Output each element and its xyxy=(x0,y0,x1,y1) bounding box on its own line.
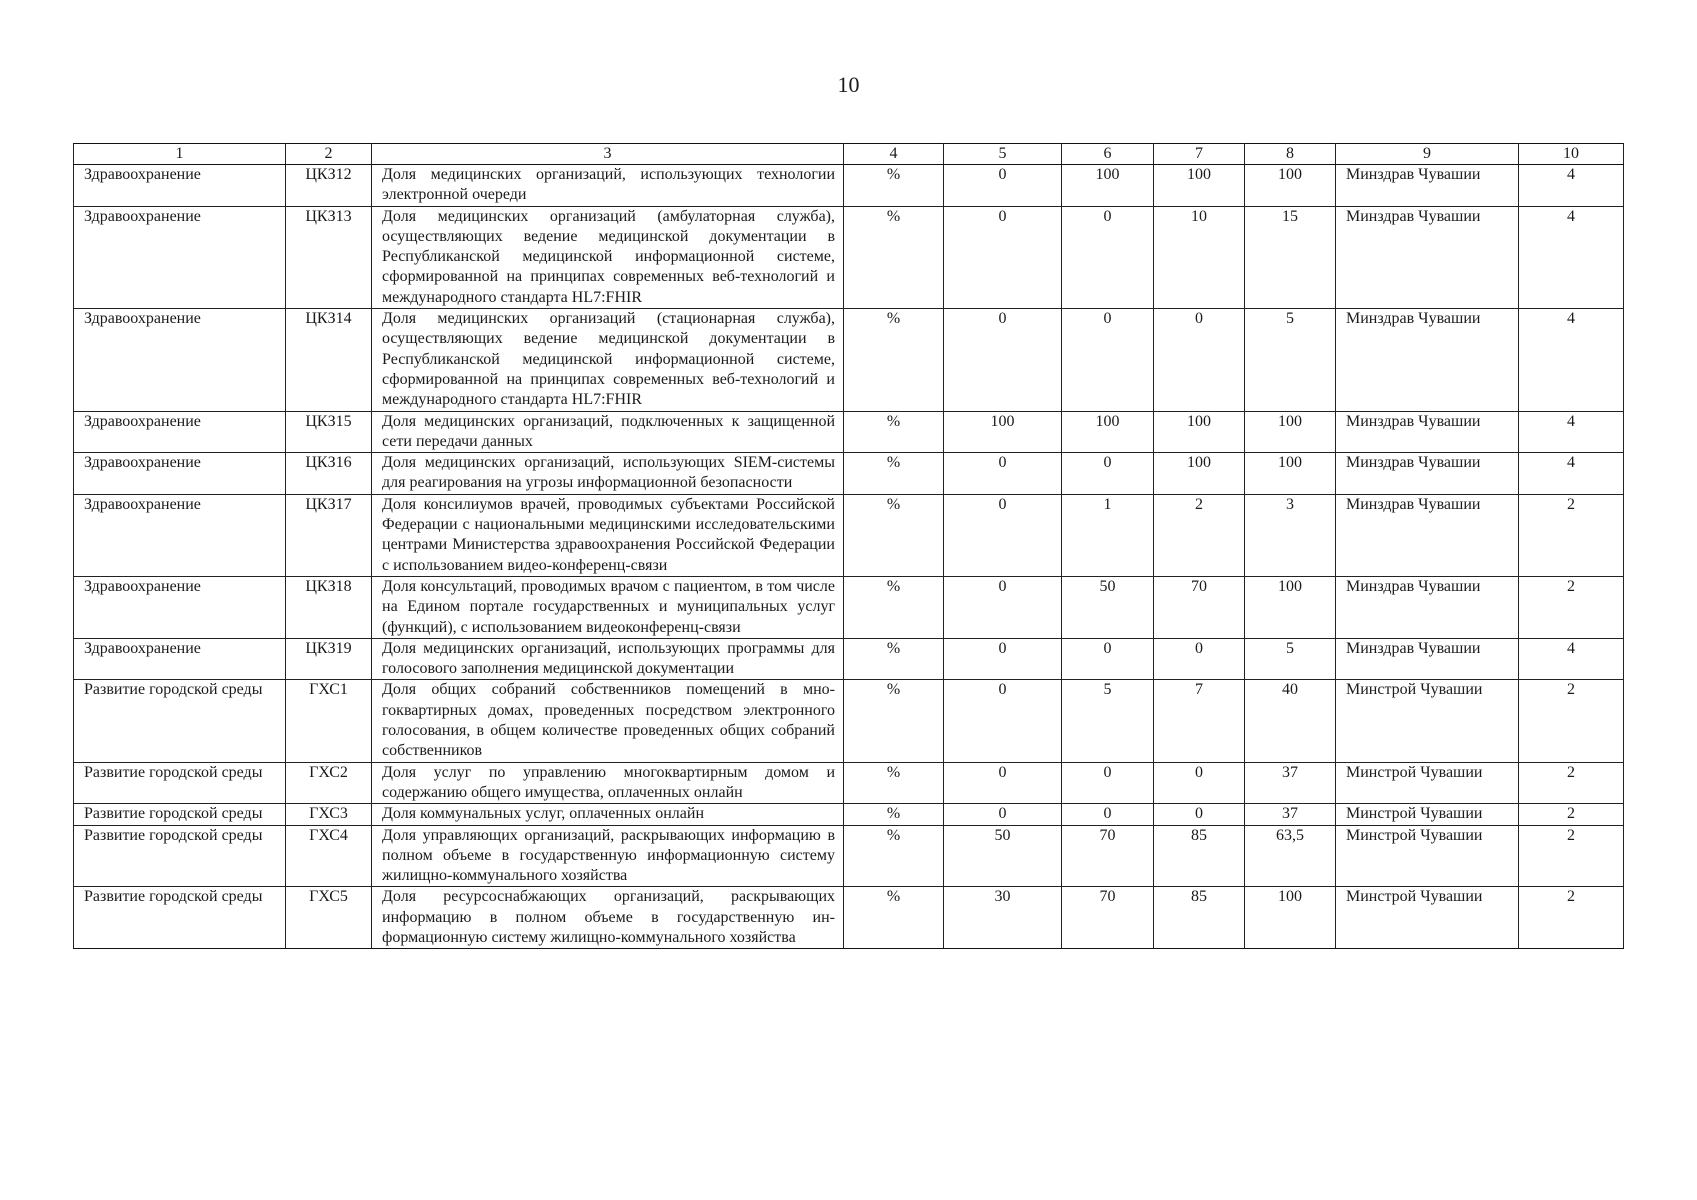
sector-cell: Здравоохранение xyxy=(74,638,286,680)
column-header-5: 5 xyxy=(944,144,1062,165)
value-col5-cell: 0 xyxy=(944,762,1062,804)
value-col6-cell: 0 xyxy=(1062,206,1154,308)
table-row xyxy=(74,309,1624,411)
value-col6-cell: 70 xyxy=(1062,887,1154,949)
description-cell: Доля консилиумов врачей, проводимых субъектами Российской Федерации с национальными медицинскими исследовательскими центрами Министерства здравоохранения Российской Федерации с использованием видео-конференц-связи xyxy=(372,494,844,576)
value-col5-cell: 30 xyxy=(944,887,1062,949)
value-col7-cell: 2 xyxy=(1154,494,1245,576)
unit-cell: % xyxy=(844,762,944,804)
value-col8-cell: 100 xyxy=(1245,887,1336,949)
value-col5-cell: 0 xyxy=(944,494,1062,576)
responsible-cell: Минздрав Чувашии xyxy=(1336,494,1519,576)
column-header-7: 7 xyxy=(1154,144,1245,165)
unit-cell: % xyxy=(844,453,944,495)
responsible-cell: Минздрав Чувашии xyxy=(1336,411,1519,453)
value-col7-cell: 0 xyxy=(1154,762,1245,804)
value-col7-cell: 100 xyxy=(1154,411,1245,453)
code-cell: ЦКЗ13 xyxy=(286,206,372,308)
sector-cell: Здравоохранение xyxy=(74,411,286,453)
value-col6-cell: 100 xyxy=(1062,411,1154,453)
description-cell: Доля консультаций, проводимых врачом с пациентом, в том числе на Едином портале государственных и муниципальных услуг (функций), с использованием видеоконференц-связи xyxy=(372,576,844,638)
unit-cell: % xyxy=(844,887,944,949)
value-col6-cell: 0 xyxy=(1062,638,1154,680)
unit-cell: % xyxy=(844,804,944,825)
column-header-3: 3 xyxy=(372,144,844,165)
responsible-cell: Минздрав Чувашии xyxy=(1336,638,1519,680)
column-header-8: 8 xyxy=(1245,144,1336,165)
value-col5-cell: 0 xyxy=(944,680,1062,762)
description-cell: Доля ресурсоснабжающих организаций, раскрывающих информацию в полном объеме в государственную информационную систему жилищно-коммунального хозяйства xyxy=(372,887,844,949)
value-col7-cell: 0 xyxy=(1154,638,1245,680)
value-col8-cell: 100 xyxy=(1245,576,1336,638)
column-header-10: 10 xyxy=(1519,144,1624,165)
table-row xyxy=(74,206,1624,308)
code-cell: ГХС4 xyxy=(286,825,372,887)
value-col7-cell: 85 xyxy=(1154,825,1245,887)
responsible-cell: Минстрой Чувашии xyxy=(1336,825,1519,887)
responsible-cell: Минздрав Чувашии xyxy=(1336,206,1519,308)
weight-cell: 2 xyxy=(1519,887,1624,949)
sector-cell: Здравоохранение xyxy=(74,309,286,411)
description-cell: Доля медицинских организаций, подключенных к защищенной сети передачи данных xyxy=(372,411,844,453)
value-col8-cell: 5 xyxy=(1245,309,1336,411)
value-col8-cell: 37 xyxy=(1245,804,1336,825)
value-col7-cell: 100 xyxy=(1154,165,1245,207)
column-header-6: 6 xyxy=(1062,144,1154,165)
table-body xyxy=(74,165,1624,949)
code-cell: ГХС3 xyxy=(286,804,372,825)
description-cell: Доля медицинских организаций, использующих технологии электронной очереди xyxy=(372,165,844,207)
responsible-cell: Минстрой Чувашии xyxy=(1336,804,1519,825)
value-col6-cell: 100 xyxy=(1062,165,1154,207)
description-cell: Доля услуг по управлению многоквартирным домом и содержанию общего имущества, оплаченных онлайн xyxy=(372,762,844,804)
value-col8-cell: 100 xyxy=(1245,453,1336,495)
description-cell: Доля управляющих организаций, раскрывающих информацию в полном объеме в государственную информационную систему жилищно-коммунального хозяйства xyxy=(372,825,844,887)
table-row xyxy=(74,411,1624,453)
value-col6-cell: 1 xyxy=(1062,494,1154,576)
sector-cell: Здравоохранение xyxy=(74,453,286,495)
page-number: 10 xyxy=(837,72,860,97)
description-cell: Доля медицинских организаций, использующих SIEM-системы для реагирования на угрозы информационной безопасности xyxy=(372,453,844,495)
value-col8-cell: 100 xyxy=(1245,411,1336,453)
value-col7-cell: 85 xyxy=(1154,887,1245,949)
table-row xyxy=(74,825,1624,887)
value-col8-cell: 37 xyxy=(1245,762,1336,804)
weight-cell: 4 xyxy=(1519,165,1624,207)
responsible-cell: Минздрав Чувашии xyxy=(1336,309,1519,411)
table-row xyxy=(74,887,1624,949)
sector-cell: Здравоохранение xyxy=(74,165,286,207)
weight-cell: 4 xyxy=(1519,309,1624,411)
code-cell: ЦКЗ12 xyxy=(286,165,372,207)
code-cell: ЦКЗ19 xyxy=(286,638,372,680)
table-row xyxy=(74,638,1624,680)
responsible-cell: Минздрав Чувашии xyxy=(1336,165,1519,207)
table-header xyxy=(74,144,1624,165)
value-col5-cell: 0 xyxy=(944,165,1062,207)
description-cell: Доля медицинских организаций, использующих программы для голосового заполнения медицинской документации xyxy=(372,638,844,680)
weight-cell: 4 xyxy=(1519,411,1624,453)
value-col8-cell: 40 xyxy=(1245,680,1336,762)
code-cell: ГХС5 xyxy=(286,887,372,949)
value-col8-cell: 15 xyxy=(1245,206,1336,308)
weight-cell: 2 xyxy=(1519,762,1624,804)
value-col5-cell: 0 xyxy=(944,638,1062,680)
value-col8-cell: 5 xyxy=(1245,638,1336,680)
value-col7-cell: 70 xyxy=(1154,576,1245,638)
sector-cell: Здравоохранение xyxy=(74,494,286,576)
value-col8-cell: 3 xyxy=(1245,494,1336,576)
code-cell: ЦКЗ18 xyxy=(286,576,372,638)
column-header-2: 2 xyxy=(286,144,372,165)
description-cell: Доля медицинских организаций (стационарная служба), осуществляющих ведение медицинской документации в Республиканской медицинской информационной системе, сформированной на принципах современных веб-технологий и международного стандарта HL7:FHIR xyxy=(372,309,844,411)
value-col6-cell: 0 xyxy=(1062,309,1154,411)
table-row xyxy=(74,804,1624,825)
unit-cell: % xyxy=(844,680,944,762)
weight-cell: 2 xyxy=(1519,804,1624,825)
description-cell: Доля общих собраний собственников помещений в многоквартирных домах, проведенных посредством электронного голосования, в общем количестве проведенных общих собраний собственников xyxy=(372,680,844,762)
sector-cell: Развитие городской среды xyxy=(74,825,286,887)
unit-cell: % xyxy=(844,638,944,680)
value-col7-cell: 0 xyxy=(1154,309,1245,411)
value-col5-cell: 50 xyxy=(944,825,1062,887)
weight-cell: 4 xyxy=(1519,453,1624,495)
unit-cell: % xyxy=(844,411,944,453)
table-row xyxy=(74,762,1624,804)
responsible-cell: Минстрой Чувашии xyxy=(1336,680,1519,762)
description-cell: Доля медицинских организаций (амбулаторная служба), осуществляющих ведение медицинской документации в Республиканской медицинской информационной системе, сформированной на принципах современных веб-технологий и международного стандарта HL7:FHIR xyxy=(372,206,844,308)
value-col6-cell: 50 xyxy=(1062,576,1154,638)
weight-cell: 4 xyxy=(1519,638,1624,680)
weight-cell: 4 xyxy=(1519,206,1624,308)
value-col5-cell: 0 xyxy=(944,576,1062,638)
value-col7-cell: 0 xyxy=(1154,804,1245,825)
unit-cell: % xyxy=(844,576,944,638)
code-cell: ЦКЗ16 xyxy=(286,453,372,495)
column-header-1: 1 xyxy=(74,144,286,165)
unit-cell: % xyxy=(844,825,944,887)
code-cell: ГХС2 xyxy=(286,762,372,804)
value-col8-cell: 100 xyxy=(1245,165,1336,207)
value-col6-cell: 0 xyxy=(1062,453,1154,495)
column-header-9: 9 xyxy=(1336,144,1519,165)
unit-cell: % xyxy=(844,494,944,576)
unit-cell: % xyxy=(844,165,944,207)
responsible-cell: Минстрой Чувашии xyxy=(1336,887,1519,949)
value-col6-cell: 70 xyxy=(1062,825,1154,887)
responsible-cell: Минздрав Чувашии xyxy=(1336,453,1519,495)
table-row xyxy=(74,165,1624,207)
value-col5-cell: 100 xyxy=(944,411,1062,453)
weight-cell: 2 xyxy=(1519,576,1624,638)
code-cell: ЦКЗ14 xyxy=(286,309,372,411)
value-col5-cell: 0 xyxy=(944,453,1062,495)
sector-cell: Развитие городской среды xyxy=(74,804,286,825)
unit-cell: % xyxy=(844,206,944,308)
code-cell: ЦКЗ17 xyxy=(286,494,372,576)
value-col5-cell: 0 xyxy=(944,804,1062,825)
value-col6-cell: 5 xyxy=(1062,680,1154,762)
value-col5-cell: 0 xyxy=(944,206,1062,308)
sector-cell: Здравоохранение xyxy=(74,576,286,638)
value-col6-cell: 0 xyxy=(1062,762,1154,804)
table-row xyxy=(74,680,1624,762)
responsible-cell: Минстрой Чувашии xyxy=(1336,762,1519,804)
sector-cell: Развитие городской среды xyxy=(74,887,286,949)
value-col7-cell: 100 xyxy=(1154,453,1245,495)
table-row xyxy=(74,576,1624,638)
column-header-4: 4 xyxy=(844,144,944,165)
unit-cell: % xyxy=(844,309,944,411)
table-row xyxy=(74,453,1624,495)
weight-cell: 2 xyxy=(1519,825,1624,887)
indicators-table xyxy=(73,143,1624,949)
sector-cell: Развитие городской среды xyxy=(74,680,286,762)
weight-cell: 2 xyxy=(1519,494,1624,576)
responsible-cell: Минздрав Чувашии xyxy=(1336,576,1519,638)
value-col5-cell: 0 xyxy=(944,309,1062,411)
code-cell: ГХС1 xyxy=(286,680,372,762)
value-col6-cell: 0 xyxy=(1062,804,1154,825)
header-row xyxy=(74,144,1624,165)
weight-cell: 2 xyxy=(1519,680,1624,762)
value-col7-cell: 10 xyxy=(1154,206,1245,308)
sector-cell: Здравоохранение xyxy=(74,206,286,308)
value-col8-cell: 63,5 xyxy=(1245,825,1336,887)
value-col7-cell: 7 xyxy=(1154,680,1245,762)
table-row xyxy=(74,494,1624,576)
sector-cell: Развитие городской среды xyxy=(74,762,286,804)
code-cell: ЦКЗ15 xyxy=(286,411,372,453)
description-cell: Доля коммунальных услуг, оплаченных онлайн xyxy=(372,804,844,825)
